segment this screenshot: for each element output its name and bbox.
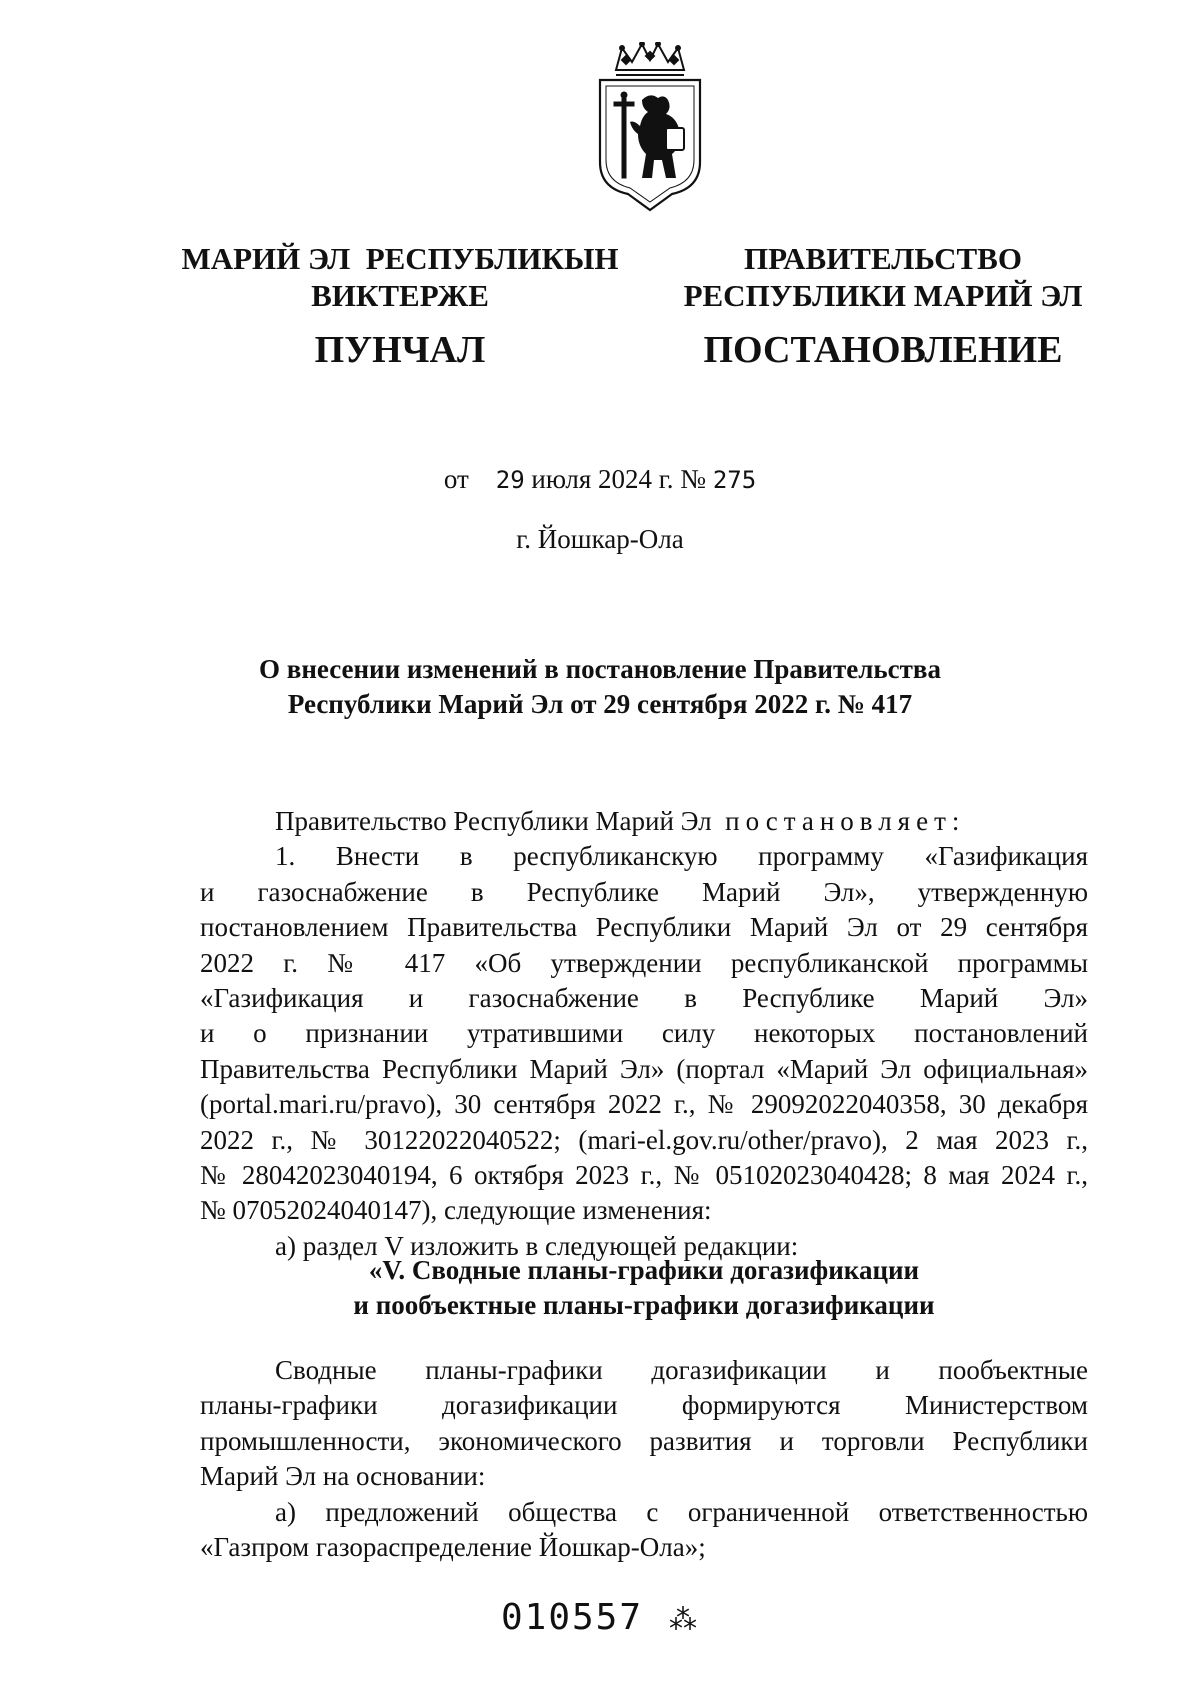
paragraph-line: 2022 г. № 417 «Об утверждении республиканской программы [200, 947, 1088, 978]
date-prefix: от [443, 464, 469, 494]
form-serial [0, 1597, 1200, 1638]
doc-type-russian: ПОСТАНОВЛЕНИЕ [703, 329, 1063, 371]
date-day: 29 [495, 466, 525, 494]
doc-type-mari: ПУНЧАЛ [314, 329, 486, 371]
header-left-line1: МАРИЙ ЭЛ РЕСПУБЛИКЫН [181, 241, 619, 276]
title-line: Республики Марий Эл от 29 сентября 2022 г. № 417 [287, 689, 913, 719]
resolves-word: постановляет: [725, 806, 966, 836]
paragraph-line: промышленности, экономического развития и торговли Республики [200, 1425, 1088, 1456]
date-number-line [0, 464, 1200, 495]
paragraph-line: Марий Эл на основании: [200, 1461, 486, 1492]
lead-text: Правительство Республики Марий Эл [275, 806, 712, 836]
document-number: 275 [712, 466, 757, 494]
header-right-line1: ПРАВИТЕЛЬСТВО [744, 241, 1022, 276]
section-title-line: «V. Сводные планы-графики догазификации [368, 1255, 920, 1285]
header-right [682, 240, 1084, 314]
section-title [200, 1253, 1088, 1323]
paragraph-line: и о признании утратившими силу некоторых постановлений [200, 1018, 1088, 1049]
paragraph-line: «Газификация и газоснабжение в Республике Марий Эл» [200, 983, 1088, 1014]
paragraph-line [200, 804, 1088, 839]
paragraph-line: планы-графики догазификации формируются Министерством [200, 1390, 1088, 1421]
header-left-line2: ВИКТЕРЖЕ [311, 278, 489, 313]
serial-number: 010557 [500, 1597, 644, 1638]
paragraph-line: 2022 г., № 30122022040522; (mari-el.gov.ru/other/pravo), 2 мая 2023 г., [200, 1124, 1088, 1155]
document-title [200, 652, 1000, 722]
paragraph-line: и газоснабжение в Республике Марий Эл», утвержденную [200, 876, 1088, 907]
crown-icon [616, 42, 684, 75]
header-right-line2: РЕСПУБЛИКИ МАРИЙ ЭЛ [683, 278, 1083, 313]
paragraph-line: № 07052024040147), следующие изменения: [200, 1195, 712, 1226]
paragraph-line: а) предложений общества с ограниченной ответственностью [275, 1496, 1088, 1527]
header-left [180, 240, 620, 314]
city: г. Йошкар-Ола [516, 524, 684, 554]
paragraph-line: а) раздел V изложить в следующей редакции: [275, 1230, 799, 1261]
coat-of-arms-emblem [592, 42, 708, 212]
section-title-line: и пообъектные планы-графики догазификации [353, 1290, 935, 1320]
paragraph-line: Сводные планы-графики догазификации и пообъектные [275, 1355, 1088, 1385]
asterism-icon: ⁂ [669, 1602, 700, 1636]
paragraph-line: (portal.mari.ru/pravo), 30 сентября 2022 г., № 29092022040358, 30 декабря [200, 1089, 1088, 1120]
paragraph-line: 1. Внести в республиканскую программу «Газификация [275, 841, 1088, 872]
resolution-text [200, 804, 1088, 1264]
title-line: О внесении изменений в постановление Правительства [259, 654, 941, 684]
paragraph-line: № 28042023040194, 6 октября 2023 г., № 05102023040428; 8 мая 2024 г., [200, 1160, 1088, 1191]
date-month-year: июля 2024 г. № [531, 464, 707, 494]
paragraph-line: Правительства Республики Марий Эл» (портал «Марий Эл официальная» [200, 1053, 1088, 1084]
paragraph-line: «Газпром газораспределение Йошкар-Ола»; [200, 1532, 706, 1563]
paragraph-line: постановлением Правительства Республики Марий Эл от 29 сентября [200, 912, 1088, 943]
section-text [200, 1353, 1088, 1565]
